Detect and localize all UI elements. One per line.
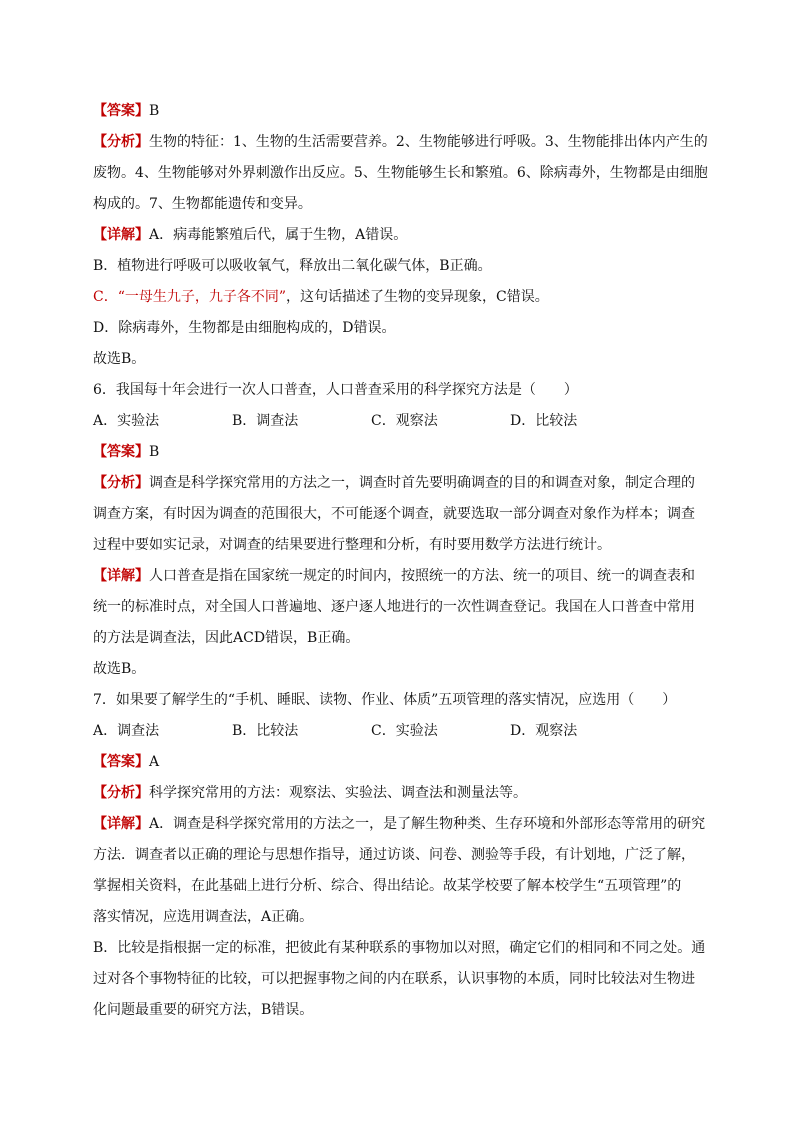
- detail-tag: 【详解】: [93, 568, 149, 584]
- q6-detail-line-2: 统一的标准时点，对全国人口普遍地、逐户逐人地进行的一次性调查登记。我国在人口普查中常用: [93, 599, 695, 615]
- detail-c-text: ，这句话描述了生物的变异现象，C错误。: [286, 289, 549, 305]
- analysis-text: 生物的特征：1、生物的生活需要营养。2、生物能够进行呼吸。3、生物能排出体内产生的: [149, 134, 708, 150]
- analysis-tag: 【分析】: [93, 475, 149, 491]
- q6-analysis-line-3: 过程中要如实记录，对调查的结果要进行整理和分析，有时要用数学方法进行统计。: [93, 537, 611, 553]
- q7-detail-a-line-4: 落实情况，应选用调查法，A正确。: [93, 909, 314, 925]
- option-d: D．观察法: [510, 723, 578, 739]
- answer-value: B: [149, 103, 160, 119]
- document-page: [93, 96, 708, 1026]
- q5-analysis-line-1: [93, 127, 708, 158]
- q5-detail-b: B．植物进行呼吸可以吸收氧气，释放出二氧化碳气体，B正确。: [93, 258, 492, 274]
- detail-tag: 【详解】: [93, 816, 149, 832]
- answer-tag: 【答案】: [93, 754, 149, 770]
- q7-answer-line: [93, 747, 705, 778]
- option-c: C．实验法: [371, 723, 438, 739]
- q7-detail-a-line-3: 掌握相关资料，在此基础上进行分析、综合、得出结论。故某学校要了解本校学生“五项管理”的: [93, 878, 682, 894]
- q6-question: 6．我国每十年会进行一次人口普查，人口普查采用的科学探究方法是（ ）: [93, 382, 578, 398]
- answer-tag: 【答案】: [93, 444, 149, 460]
- q5-analysis-line-2: 废物。4、生物能够对外界刺激作出反应。5、生物能够生长和繁殖。6、除病毒外，生物都是由细胞: [93, 165, 708, 181]
- q5-conclusion: 故选B。: [93, 351, 146, 367]
- option-b: B．调查法: [232, 413, 299, 429]
- q6-conclusion: 故选B。: [93, 661, 146, 677]
- q6-options: [93, 406, 705, 437]
- option-a: A．实验法: [93, 413, 160, 429]
- q7-detail-a-line-1: [93, 809, 705, 840]
- q5-detail-c: [93, 282, 705, 313]
- q7-options: [93, 716, 705, 747]
- analysis-text: 科学探究常用的方法：观察法、实验法、调查法和测量法等。: [149, 785, 527, 801]
- q6-answer-line: [93, 437, 705, 468]
- analysis-tag: 【分析】: [93, 785, 149, 801]
- q6-detail-line-3: 的方法是调查法，因此ACD错误，B正确。: [93, 630, 360, 646]
- q7-detail-b-line-3: 化问题最重要的研究方法，B错误。: [93, 1002, 314, 1018]
- q7-detail-b-line-1: B．比较是指根据一定的标准，把彼此有某种联系的事物加以对照，确定它们的相同和不同之处。通: [93, 940, 706, 956]
- q5-detail-a: [93, 220, 705, 251]
- option-b: B．比较法: [232, 723, 299, 739]
- q5-answer-line: [93, 96, 705, 127]
- detail-c-prefix: C．: [93, 289, 118, 305]
- q7-detail-b-line-2: 过对各个事物特征的比较，可以把握事物之间的内在联系，认识事物的本质，同时比较法对生物进: [93, 971, 695, 987]
- q7-question: 7．如果要了解学生的“手机、睡眠、读物、作业、体质”五项管理的落实情况，应选用（ ）: [93, 692, 677, 708]
- analysis-text: 调查是科学探究常用的方法之一，调查时首先要明确调查的目的和调查对象，制定合理的: [149, 475, 695, 491]
- q6-analysis-line-1: [93, 468, 705, 499]
- q7-analysis-line: [93, 778, 705, 809]
- detail-text: A．病毒能繁殖后代，属于生物，A错误。: [149, 227, 408, 243]
- detail-text: 人口普查是指在国家统一规定的时间内，按照统一的方法、统一的项目、统一的调查表和: [149, 568, 695, 584]
- answer-value: B: [149, 444, 160, 460]
- option-a: A．调查法: [93, 723, 160, 739]
- analysis-tag: 【分析】: [93, 134, 149, 150]
- q7-detail-a-line-2: 方法．调查者以正确的理论与思想作指导，通过访谈、问卷、测验等手段，有计划地，广泛了解，: [93, 847, 695, 863]
- detail-c-quote: “一母生九子，九子各不同”: [117, 289, 287, 305]
- q5-detail-d: D．除病毒外，生物都是由细胞构成的，D错误。: [93, 320, 396, 336]
- option-d: D．比较法: [510, 413, 578, 429]
- detail-text: A．调查是科学探究常用的方法之一，是了解生物种类、生存环境和外部形态等常用的研究: [149, 816, 706, 832]
- option-c: C．观察法: [371, 413, 438, 429]
- answer-value: A: [149, 754, 160, 770]
- q6-detail-line-1: [93, 561, 705, 592]
- answer-tag: 【答案】: [93, 103, 149, 119]
- q6-analysis-line-2: 调查方案，有时因为调查的范围很大，不可能逐个调查，就要选取一部分调查对象作为样本；调查: [93, 506, 695, 522]
- detail-tag: 【详解】: [93, 227, 149, 243]
- q5-analysis-line-3: 构成的。7、生物都能遗传和变异。: [93, 196, 312, 212]
